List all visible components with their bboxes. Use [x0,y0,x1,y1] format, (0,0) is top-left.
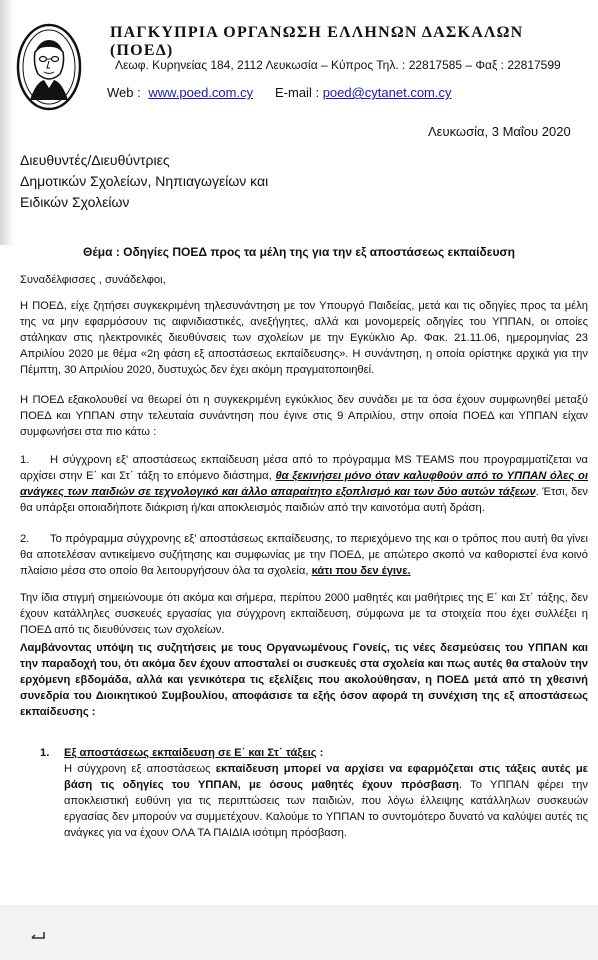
agreement-point-2 [20,531,588,579]
point-text: Το πρόγραμμα σύγχρονης εξ' αποστάσεως εκπαίδευσης, το περιεχόμενο της και ο τρόπος που αυτή θα γίνει θα αποτελέσαν αντικείμενο συζήτησης και συμφωνίας με την ΠΟΕΔ, με απώτερο σκοπό να καθοριστεί ένα κοινό πλαίσιο μέσα στο οποίο θα λειτουργήσουν όλα τα σχολεία, [20,533,588,577]
paragraph-1: Η ΠΟΕΔ, είχε ζητήσει συγκεκριμένη τηλεσυνάντηση με τον Υπουργό Παιδείας, μετά και τις οδηγίες προς τα μέλη της να μην εφαρμόσουν τις αιφνιδιαστικές, ανεξήγητες, αλλά και μονομερείς οδηγίες του ΥΠΠΑΝ, οι οποίες στάληκαν στις ηλεκτρονικές διευθύνσεις των σχολείων με την Εγκύκλιο Αρ. Φακ. 21.11.06, ημερομηνίας 23 Απριλίου 2020 με θέμα «2η φάση εξ αποστάσεως εκπαίδευσης». Η συνάντηση, η οποία ορίστηκε αρχικά για την Πέμπτη, 30 Απριλίου 2020, δυστυχώς δεν έχει ακόμη πραγματοποιηθεί. [20,300,588,376]
paragraph-6: Λαμβάνοντας υπόψη τις συζητήσεις με τους Οργανωμένους Γονείς, τις νέες δεσμεύσεις του ΥΠΠΑΝ και την παραδοχή του, ότι ακόμα δεν έχουν αποσταλεί οι συσκευές στα σχολεία και πως αυτές θα σταλούν την ερχόμενη εβδομάδα, αλλά και γενικότερα τις εξελίξεις που ακολούθησαν, η ΠΟΕΔ μετά από τη χθεσινή συνεδρία του Διοικητικού Συμβουλίου, αποφάσισε τα εξής όσον αφορά τη συνέχιση της εξ αποστάσεως εκπαίδευσης : [20,642,588,718]
paragraph-2: Η ΠΟΕΔ εξακολουθεί να θεωρεί ότι η συγκεκριμένη εγκύκλιος δεν συνάδει με τα όσα έχουν συμφωνηθεί μεταξύ ΠΟΕΔ και ΥΠΠΑΝ στην τελευταία συνάντηση που έγινε στις 9 Απριλίου, στην οποία ΠΟΕΔ και ΥΠΠΑΝ είχαν συμφωνήσει στα πιο κάτω : [20,394,588,438]
decision-number: 1. [40,747,50,759]
recipient-line: Διευθυντές/Διευθύντριες [20,152,170,168]
point-emphasis: κάτι που δεν έγινε. [311,565,411,577]
recipients-block [20,150,268,213]
point-number: 2. [20,533,30,545]
recipient-line: Δημοτικών Σχολείων, Νηπιαγωγείων και [20,173,269,189]
decision-item-1 [40,745,588,841]
decision-item-heading [40,745,588,761]
decision-title: Εξ αποστάσεως εκπαίδευση σε Ε΄ και Στ΄ τάξεις [64,747,317,759]
email-line [275,85,452,100]
point-text-end: . Έτσι, δεν θα υπάρξει οποιαδήποτε διάκριση ή/και αποκλεισμός παιδιών από την καινοτόμα αυτή δράση. [20,486,588,514]
decision-text-end: . Το ΥΠΠΑΝ φέρει την αποκλειστική ευθύνη για τις περιπτώσεις των παιδιών, που λόγω έλλειψης κατάλληλων συσκευών εργασίας δεν μπορούν να συμμετέχουν. Καλούμε το ΥΠΠΑΝ το συντομότερο δυνατό να καλύψει αυτές τις ανάγκες για να έχουν ΟΛΑ ΤΑ ΠΑΙΔΙΑ ισότιμη πρόσβαση. [64,779,588,839]
decision-text: Η σύγχρονη εξ αποστάσεως [64,763,216,775]
point-text: Η σύγχρονη εξ' αποστάσεως εκπαίδευση μέσα από το πρόγραμμα MS TEAMS που προγραμματίζεται να αρχίσει στην Ε΄ και Στ΄ τάξη το επόμενο διάστημα, [20,454,588,482]
poed-logo-portrait-icon [16,22,82,112]
email-link[interactable]: poed@cytanet.com.cy [322,85,452,100]
greeting: Συναδέλφισσες , συνάδελφοι, [20,274,166,286]
web-link[interactable]: www.poed.com.cy [148,85,254,100]
letter-date: Λευκωσία, 3 Μαΐου 2020 [428,124,571,139]
letter-subject: Θέμα : Οδηγίες ΠΟΕΔ προς τα μέλη της για την εξ αποστάσεως εκπαίδευση [83,245,515,259]
web-line [107,85,253,100]
agreement-point-1 [20,452,588,516]
web-label: Web : [107,85,141,100]
page-edge-shadow [0,0,14,245]
point-emphasis: θα ξεκινήσει μόνο όταν καλυφθούν από το ΥΠΠΑΝ όλες οι ανάγκες των παιδιών σε τεχνολογικό και άλλο απαραίτητο εξοπλισμό και των δύο αυτών τάξεων [20,470,588,498]
decision-colon: : [316,747,324,759]
back-arrow-icon[interactable] [28,925,48,945]
recipient-line: Ειδικών Σχολείων [20,194,130,210]
org-address: Λεωφ. Κυρηνείας 184, 2112 Λευκωσία – Κύπρος Τηλ. : 22817585 – Φαξ : 22817599 [115,58,561,72]
decision-text-bold: εκπαίδευση μπορεί να αρχίσει να εφαρμόζεται στις τάξεις αυτές με βάση τις οδηγίες του ΥΠΠΑΝ, με όσους μαθητές έχουν πρόσβαση [64,763,588,791]
paragraph-5: Την ίδια στιγμή σημειώνουμε ότι ακόμα και σήμερα, περίπου 2000 μαθητές και μαθήτριες της Ε΄ και Στ΄ τάξης, δεν έχουν κατάλληλες συσκευές εργασίας για σύγχρονη εκπαίδευση, σύμφωνα με τα στοιχεία που έχει συλλέξει η ΠΟΕΔ από τις διευθύνσεις των σχολείων. [20,592,588,636]
decision-item-body [40,761,588,841]
point-number: 1. [20,454,30,466]
org-name: ΠΑΓΚΥΠΡΙΑ ΟΡΓΑΝΩΣΗ ΕΛΛΗΝΩΝ ΔΑΣΚΑΛΩΝ (ΠΟΕΔ) [110,24,524,59]
viewer-bottom-bar [0,905,598,960]
email-label: E-mail : [275,85,320,100]
